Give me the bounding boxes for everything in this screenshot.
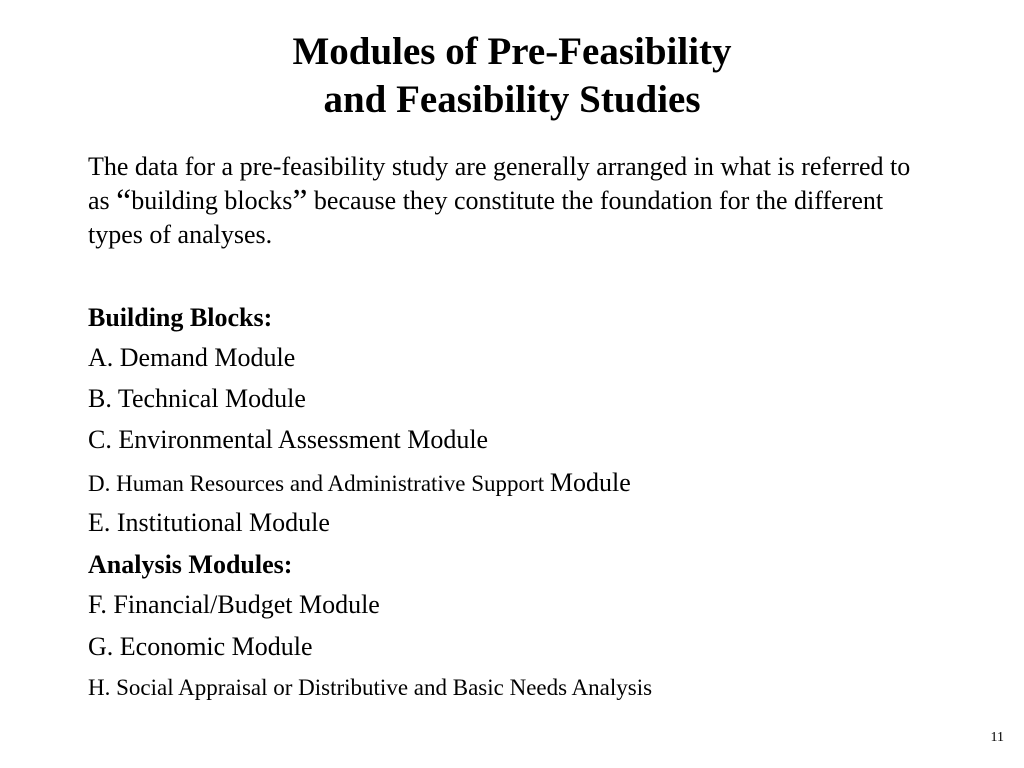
- list-item-financial-module: F. Financial/Budget Module: [88, 590, 380, 619]
- page-number: 11: [990, 730, 1004, 745]
- intro-paragraph: [88, 150, 938, 252]
- close-quote-mark: ”: [292, 183, 308, 220]
- module-word: Module: [549, 468, 631, 497]
- title-line-1: Modules of Pre-Feasibility: [292, 30, 732, 73]
- list-item-social-appraisal: H. Social Appraisal or Distributive and Basic Needs Analysis: [88, 675, 653, 700]
- intro-text-before-quote: The data for a pre-feasibility study are generally arranged in what is referred to as: [88, 152, 911, 215]
- list-item-human-resources-module: [88, 467, 631, 500]
- open-quote-mark: “: [116, 183, 132, 220]
- building-blocks-heading: Building Blocks:: [88, 303, 273, 332]
- human-resources-text: D. Human Resources and Administrative Support: [88, 471, 545, 496]
- intro-text-after-quote: because they constitute the foundation for the different types of analyses.: [88, 186, 884, 249]
- analysis-modules-heading: Analysis Modules:: [88, 550, 293, 579]
- slide-title: [0, 28, 1024, 124]
- list-item-economic-module: G. Economic Module: [88, 632, 313, 661]
- title-line-2: and Feasibility Studies: [323, 78, 701, 121]
- list-item-technical-module: B. Technical Module: [88, 384, 306, 413]
- list-item-environmental-module: C. Environmental Assessment Module: [88, 425, 489, 454]
- list-item-demand-module: A. Demand Module: [88, 343, 296, 372]
- list-item-institutional-module: E. Institutional Module: [88, 508, 330, 537]
- intro-quoted-term: building blocks: [131, 186, 293, 215]
